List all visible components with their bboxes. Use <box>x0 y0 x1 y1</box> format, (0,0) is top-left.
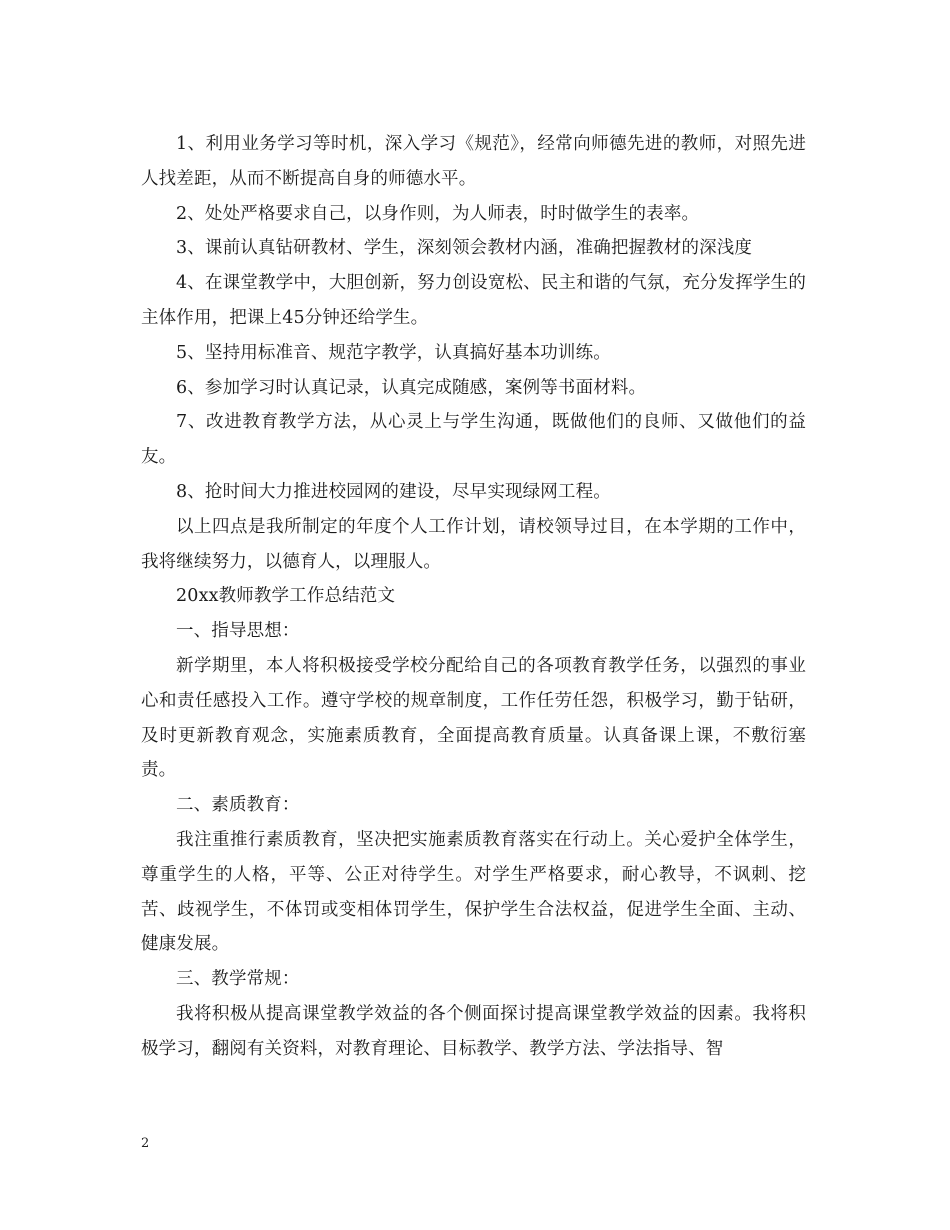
closing-paragraph: 以上四点是我所制定的年度个人工作计划，请校领导过目，在本学期的工作中，我将继续努力，以德育人，以理服人。 <box>141 516 806 572</box>
paragraph-item-4: 4、在课堂教学中，大胆创新，努力创设宽松、民主和谐的气氛，充分发挥学生的主体作用，把课上45分钟还给学生。 <box>141 273 806 328</box>
page-number: 2 <box>141 1136 150 1151</box>
paragraph-quality-education: 我注重推行素质教育，坚决把实施素质教育落实在行动上。关心爱护全体学生，尊重学生的人格，平等、公正对待学生。对学生严格要求，耐心教导，不讽刺、挖苦、歧视学生，不体罚或变相体罚学生，保护学生合法权益，促进学生全面、主动、健康发展。 <box>141 829 806 955</box>
paragraph-item-7: 7、改进教育教学方法，从心灵上与学生沟通，既做他们的良师、又做他们的益友。 <box>141 412 806 468</box>
paragraph-item-2: 2、处处严格要求自己，以身作则，为人师表，时时做学生的表率。 <box>176 203 700 224</box>
paragraph-item-6: 6、参加学习时认真记录，认真完成随感，案例等书面材料。 <box>176 377 647 398</box>
paragraph-item-1: 1、利用业务学习等时机，深入学习《规范》，经常向师德先进的教师，对照先进人找差距，从而不断提高自身的师德水平。 <box>141 134 806 189</box>
paragraph-item-5: 5、坚持用标准音、规范字教学，认真搞好基本功训练。 <box>176 342 611 363</box>
heading-quality-education: 二、素质教育： <box>176 795 300 816</box>
heading-guiding-thought: 一、指导思想： <box>176 621 300 642</box>
paragraph-item-3: 3、课前认真钻研教材、学生，深刻领会教材内涵，准确把握教材的深浅度 <box>176 238 753 259</box>
heading-teaching-routine: 三、教学常规： <box>176 969 300 990</box>
paragraph-item-8: 8、抢时间大力推进校园网的建设，尽早实现绿网工程。 <box>176 481 611 502</box>
paragraph-teaching-routine: 我将积极从提高课堂教学效益的各个侧面探讨提高课堂教学效益的因素。我将积极学习，翻阅有关资料，对教育理论、目标教学、教学方法、学法指导、智 <box>141 1003 806 1059</box>
document-body <box>141 127 806 1067</box>
section-title: 20xx教师教学工作总结范文 <box>176 586 396 607</box>
paragraph-guiding-thought: 新学期里，本人将积极接受学校分配给自己的各项教育教学任务，以强烈的事业心和责任感投入工作。遵守学校的规章制度，工作任劳任怨，积极学习，勤于钻研，及时更新教育观念，实施素质教育，全面提高教育质量。认真备课上课，不敷衍塞责。 <box>141 655 806 781</box>
